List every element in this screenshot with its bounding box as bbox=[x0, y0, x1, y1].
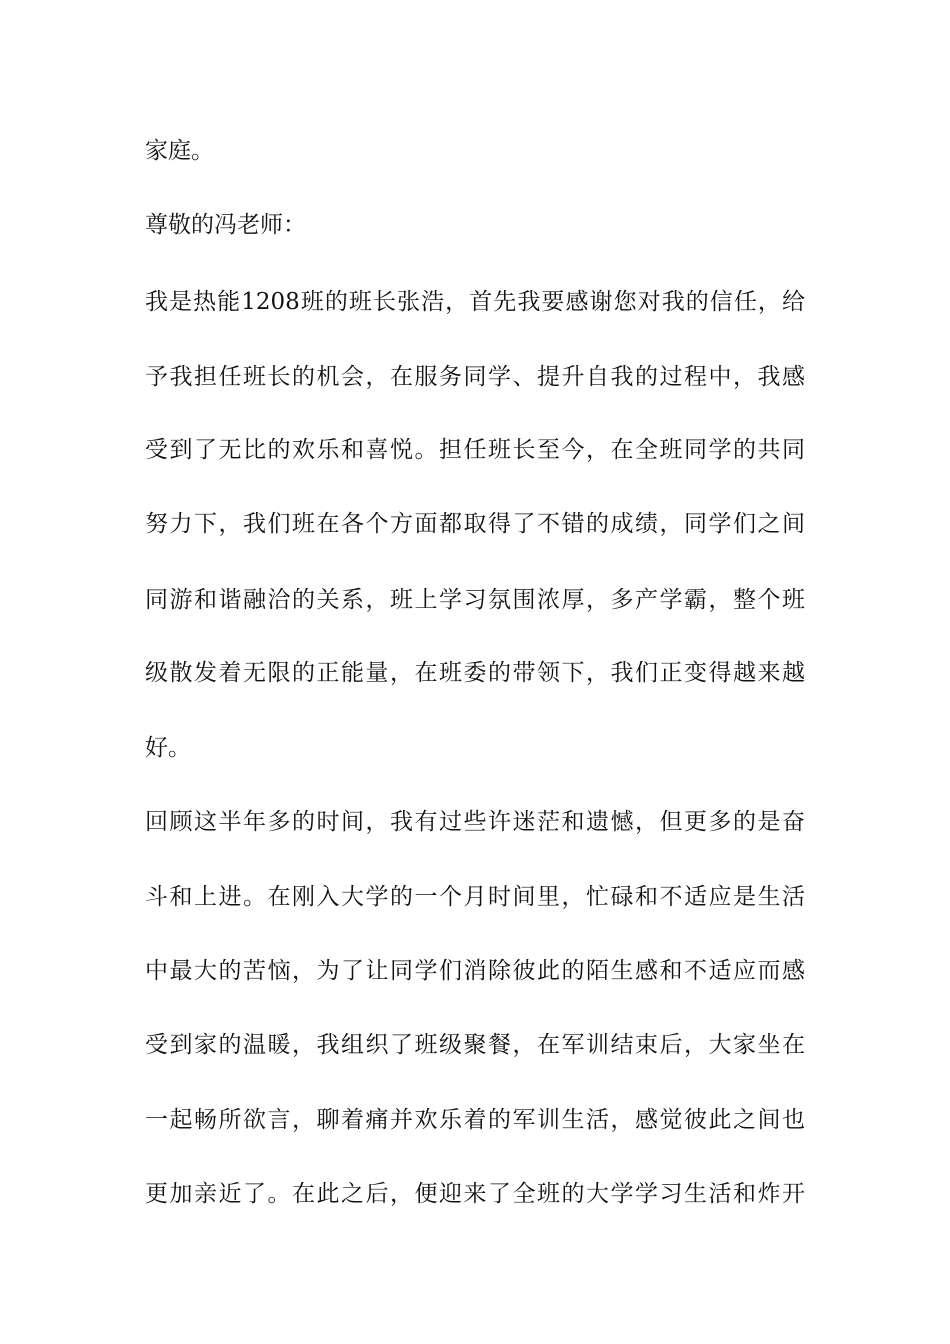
text-line: 回顾这半年多的时间，我有过些许迷茫和遗憾，但更多的是奋 bbox=[145, 809, 805, 835]
salutation: 尊敬的冯老师： bbox=[145, 212, 306, 238]
text-line: 斗和上进。在刚入大学的一个月时间里，忙碌和不适应是生活 bbox=[145, 884, 805, 910]
text-line: 一起畅所欲言，聊着痛并欢乐着的军训生活，感觉彼此之间也 bbox=[145, 1107, 805, 1133]
text-line: 级散发着无限的正能量，在班委的带领下，我们正变得越来越 bbox=[145, 660, 805, 686]
text-line: 更加亲近了。在此之后，便迎来了全班的大学学习生活和炸开 bbox=[145, 1181, 805, 1207]
text-line: 努力下，我们班在各个方面都取得了不错的成绩，同学们之间 bbox=[145, 511, 805, 537]
text-line: 予我担任班长的机会，在服务同学、提升自我的过程中，我感 bbox=[145, 364, 805, 390]
text-line: 家庭。 bbox=[145, 138, 214, 164]
text-line: 受到了无比的欢乐和喜悦。担任班长至今，在全班同学的共同 bbox=[145, 437, 805, 463]
text-line: 好。 bbox=[145, 735, 191, 761]
text-line: 我是热能1208班的班长张浩，首先我要感谢您对我的信任，给 bbox=[145, 289, 805, 315]
text-line: 受到家的温暖，我组织了班级聚餐，在军训结束后，大家坐在 bbox=[145, 1032, 805, 1058]
text-line: 中最大的苦恼，为了让同学们消除彼此的陌生感和不适应而感 bbox=[145, 958, 805, 984]
text-line: 同游和谐融洽的关系，班上学习氛围浓厚，多产学霸，整个班 bbox=[145, 587, 805, 613]
